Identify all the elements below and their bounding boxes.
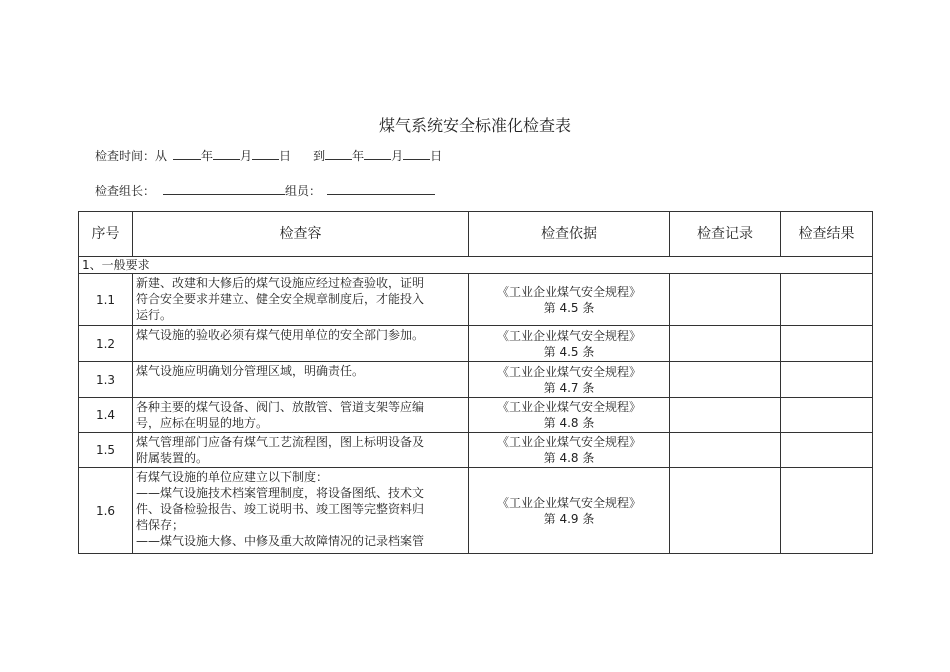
basis-regulation: 《工业企业煤气安全规程》 xyxy=(496,364,641,379)
from-month-label: 月 xyxy=(240,149,253,163)
row-result-cell[interactable] xyxy=(781,274,873,326)
row-content xyxy=(133,398,469,433)
from-year-label: 年 xyxy=(201,149,214,163)
content-line: 煤气管理部门应备有煤气工艺流程图，图上标明设备及 xyxy=(136,435,425,449)
inspection-table xyxy=(78,211,873,554)
row-record-cell[interactable] xyxy=(670,274,781,326)
table-row xyxy=(79,468,873,554)
team-member-label: 组员： xyxy=(285,184,322,198)
row-result-cell[interactable] xyxy=(781,433,873,468)
content-line: 运行。 xyxy=(136,308,173,322)
header-inspection-result: 检查结果 xyxy=(781,212,873,257)
row-content xyxy=(133,433,469,468)
team-leader-blank xyxy=(163,183,285,195)
team-member-blank xyxy=(327,183,435,195)
row-record-cell[interactable] xyxy=(670,362,781,398)
from-year-blank xyxy=(173,148,201,160)
table-row xyxy=(79,326,873,362)
table-row xyxy=(79,433,873,468)
table-row xyxy=(79,274,873,326)
header-serial-no: 序号 xyxy=(79,212,133,257)
row-number: 1.2 xyxy=(79,326,133,362)
basis-regulation: 《工业企业煤气安全规程》 xyxy=(496,495,641,510)
basis-clause: 第 4.8 条 xyxy=(543,416,595,430)
basis-clause: 第 4.5 条 xyxy=(543,300,595,315)
row-basis xyxy=(469,468,670,554)
row-record-cell[interactable] xyxy=(670,433,781,468)
to-year-blank xyxy=(325,148,352,160)
content-line: 各种主要的煤气设备、阀门、放散管、管道支架等应编 xyxy=(136,400,425,414)
basis-clause: 第 4.9 条 xyxy=(543,511,595,526)
to-day-label: 日 xyxy=(430,149,443,163)
to-day-blank xyxy=(403,148,430,160)
content-line: 号，应标在明显的地方。 xyxy=(136,416,269,430)
table-row xyxy=(79,362,873,398)
row-record-cell[interactable] xyxy=(670,326,781,362)
inspection-time-label: 检查时间：从 xyxy=(95,149,168,163)
content-line: 档保存； xyxy=(136,518,185,532)
basis-regulation: 《工业企业煤气安全规程》 xyxy=(496,328,641,343)
row-content xyxy=(133,274,469,326)
from-month-blank xyxy=(213,148,240,160)
content-line: ——煤气设施大修、中修及重大故障情况的记录档案管 xyxy=(136,534,425,548)
row-record-cell[interactable] xyxy=(670,398,781,433)
row-number: 1.6 xyxy=(79,468,133,554)
team-leader-label: 检查组长： xyxy=(95,184,156,198)
row-content xyxy=(133,362,469,398)
basis-regulation: 《工业企业煤气安全规程》 xyxy=(496,400,641,414)
row-basis xyxy=(469,274,670,326)
content-line: 符合安全要求并建立、健全安全规章制度后，才能投入 xyxy=(136,292,425,306)
row-basis xyxy=(469,433,670,468)
basis-clause: 第 4.7 条 xyxy=(543,380,595,395)
row-record-cell[interactable] xyxy=(670,468,781,554)
to-month-label: 月 xyxy=(391,149,404,163)
content-line: 新建、改建和大修后的煤气设施应经过检查验收，证明 xyxy=(136,276,425,290)
basis-regulation: 《工业企业煤气安全规程》 xyxy=(496,435,641,449)
row-number: 1.3 xyxy=(79,362,133,398)
basis-clause: 第 4.8 条 xyxy=(543,451,595,465)
row-number: 1.1 xyxy=(79,274,133,326)
inspection-time-line xyxy=(95,148,442,164)
header-inspection-record: 检查记录 xyxy=(670,212,781,257)
inspection-team-line xyxy=(95,183,435,199)
row-basis xyxy=(469,362,670,398)
header-inspection-content: 检查容 xyxy=(133,212,469,257)
row-content xyxy=(133,468,469,554)
content-line: 煤气设施的验收必须有煤气使用单位的安全部门参加。 xyxy=(136,328,425,342)
row-result-cell[interactable] xyxy=(781,362,873,398)
section-row xyxy=(79,257,873,274)
content-line: 有煤气设施的单位应建立以下制度： xyxy=(136,470,329,484)
table-header-row xyxy=(79,212,873,257)
from-day-label: 日 xyxy=(279,149,292,163)
basis-clause: 第 4.5 条 xyxy=(543,344,595,359)
basis-regulation: 《工业企业煤气安全规程》 xyxy=(496,284,641,299)
to-month-blank xyxy=(364,148,391,160)
header-inspection-basis: 检查依据 xyxy=(469,212,670,257)
section-title: 1、一般要求 xyxy=(79,257,873,274)
row-content xyxy=(133,326,469,362)
from-day-blank xyxy=(252,148,279,160)
to-year-label: 年 xyxy=(352,149,365,163)
content-line: ——煤气设施技术档案管理制度，将设备图纸、技术文 xyxy=(136,486,425,500)
content-line: 煤气设施应明确划分管理区域，明确责任。 xyxy=(136,364,365,378)
row-basis xyxy=(469,326,670,362)
row-result-cell[interactable] xyxy=(781,468,873,554)
row-basis xyxy=(469,398,670,433)
row-result-cell[interactable] xyxy=(781,326,873,362)
to-label: 到 xyxy=(313,149,326,163)
row-number: 1.4 xyxy=(79,398,133,433)
content-line: 附属装置的。 xyxy=(136,451,209,465)
document-title: 煤气系统安全标准化检查表 xyxy=(378,116,571,135)
content-line: 件、设备检验报告、竣工说明书、竣工图等完整资料归 xyxy=(136,502,425,516)
row-number: 1.5 xyxy=(79,433,133,468)
table-row xyxy=(79,398,873,433)
row-result-cell[interactable] xyxy=(781,398,873,433)
